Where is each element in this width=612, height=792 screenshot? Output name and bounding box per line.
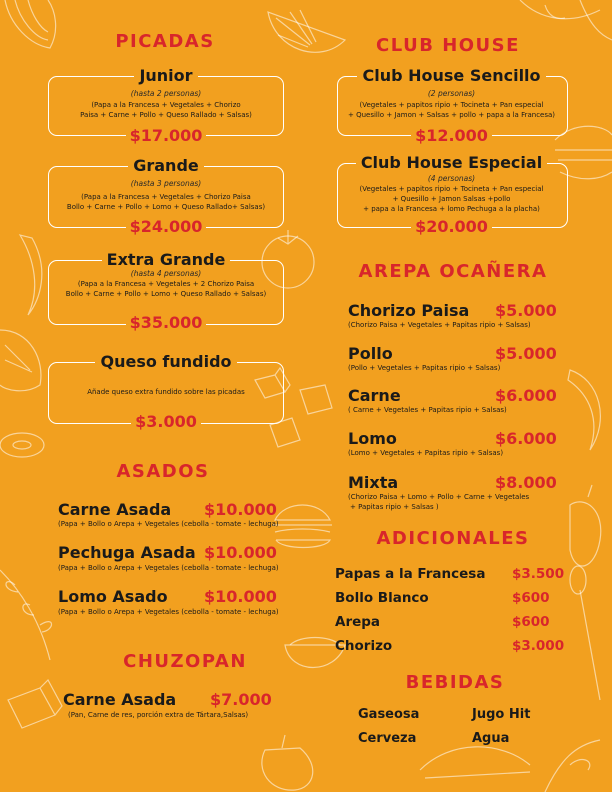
arepa-mixta-desc-2: + Papitas ripio + Salsas ) (350, 503, 439, 511)
asados-heading: ASADOS (116, 461, 210, 482)
sandwich-doodle (420, 747, 530, 778)
arepa-mixta-price: $8.000 (495, 473, 557, 492)
club-sencillo-price: $12.000 (337, 128, 566, 144)
adicional-arepa-name: Arepa (335, 614, 381, 630)
asado-carne-name: Carne Asada (58, 500, 172, 519)
adicional-bollo-price: $600 (512, 590, 550, 606)
bebidas-heading: BEBIDAS (405, 672, 505, 693)
picada-grande-name: Grande (48, 158, 284, 174)
asado-carne-desc: (Papa + Bollo o Arepa + Vegetales (cebolla - tomate - lechuga) (58, 520, 279, 528)
queso-fundido-desc: Añade queso extra fundido sobre las picadas (87, 388, 245, 396)
orange-slice-doodle (268, 10, 345, 52)
picada-junior-name: Junior (48, 68, 284, 84)
chuzopan-carne-price: $7.000 (210, 690, 272, 709)
adicional-papas-name: Papas a la Francesa (335, 566, 486, 582)
bebida-agua: Agua (472, 731, 510, 746)
picada-junior-desc-2: Paisa + Carne + Pollo + Queso Rallado + Salsas) (80, 111, 252, 119)
arepa-chorizo-desc: (Chorizo Paisa + Vegetales + Papitas ripio + Salsas) (348, 321, 531, 329)
club-sencillo-name: Club House Sencillo (337, 68, 566, 84)
club-especial-desc-2: + Quesillo + Jamon Salsas +pollo (392, 195, 511, 203)
club-especial-desc-1: (Vegetales + papitos ripio + Tocineta + Pan especial (359, 185, 544, 193)
club-house-heading: CLUB HOUSE (376, 35, 520, 56)
arepa-carne-price: $6.000 (495, 386, 557, 405)
picada-junior-note: (hasta 2 personas) (130, 89, 202, 98)
picada-extra-grande-desc-1: (Papa a la Francesa + Vegetales + 2 Chorizo Paisa (77, 280, 255, 288)
club-especial-note: (4 personas) (427, 174, 476, 183)
bebida-gaseosa: Gaseosa (358, 707, 420, 722)
picada-extra-grande-note: (hasta 4 personas) (130, 269, 202, 278)
bebida-jugo-hit: Jugo Hit (472, 707, 531, 722)
orange-half-doodle (0, 330, 41, 391)
bell-pepper-doodle (262, 735, 313, 790)
arepa-lomo-price: $6.000 (495, 429, 557, 448)
club-especial-desc-3: + papa a la Francesa + lomo Pechuga a la placha) (363, 205, 540, 213)
club-sencillo-desc-2: + Quesillo + Jamon + Salsas + pollo + papa a la Francesa) (347, 111, 556, 119)
arepa-pollo-desc: (Pollo + Vegetales + Papitas ripio + Salsas) (348, 364, 501, 372)
adicional-arepa-price: $600 (512, 614, 550, 630)
asado-lomo-desc: (Papa + Bollo o Arepa + Vegetales (cebolla - tomate - lechuga) (58, 608, 279, 616)
cube-doodle-bottom-left (8, 680, 62, 728)
club-especial-name: Club House Especial (337, 155, 566, 171)
burger-doodle (273, 505, 332, 548)
picada-extra-grande-price: $35.000 (48, 315, 284, 331)
arepa-chorizo-name: Chorizo Paisa (348, 301, 470, 320)
asado-pechuga-desc: (Papa + Bollo o Arepa + Vegetales (cebolla - tomate - lechuga) (58, 564, 279, 572)
picadas-heading: PICADAS (115, 31, 215, 52)
picada-grande-note: (hasta 3 personas) (130, 179, 202, 188)
asado-lomo-price: $10.000 (204, 587, 277, 606)
adicional-chorizo-price: $3.000 (512, 638, 565, 654)
arepa-pollo-price: $5.000 (495, 344, 557, 363)
queso-fundido-name: Queso fundido (48, 354, 284, 370)
picada-grande-desc-2: Bollo + Carne + Pollo + Lomo + Queso Rallado+ Salsas) (66, 203, 266, 211)
asado-lomo-name: Lomo Asado (58, 587, 168, 606)
adicionales-heading: ADICIONALES (376, 528, 530, 549)
chili-doodle (20, 235, 42, 315)
pepper-doodle-right (570, 485, 601, 566)
leaf-doodle-top-right (520, 0, 612, 40)
arepa-heading: AREPA OCAÑERA (358, 261, 548, 282)
arepa-mixta-desc-1: (Chorizo Paisa + Lomo + Pollo + Carne + Vegetales (348, 493, 530, 501)
club-especial-price: $20.000 (337, 219, 566, 235)
picada-extra-grande-desc-2: Bollo + Carne + Pollo + Lomo + Queso Rallado + Salsas) (65, 290, 267, 298)
spoon-doodle (570, 566, 600, 700)
onion-ring-doodle (0, 433, 44, 457)
arepa-pollo-name: Pollo (348, 344, 393, 363)
chuzopan-carne-desc: (Pan, Carne de res, porción extra de Tártara,Salsas) (68, 711, 249, 719)
chuzopan-carne-name: Carne Asada (63, 690, 177, 709)
picada-extra-grande-name: Extra Grande (48, 252, 284, 268)
adicional-chorizo-name: Chorizo (335, 638, 393, 654)
queso-fundido-price: $3.000 (48, 414, 284, 430)
asado-pechuga-price: $10.000 (204, 543, 277, 562)
club-sencillo-note: (2 personas) (427, 89, 476, 98)
arepa-lomo-name: Lomo (348, 429, 397, 448)
picada-grande-desc-1: (Papa a la Francesa + Vegetales + Chorizo Paisa (81, 193, 251, 201)
leaf-doodle-bottom-right (545, 740, 600, 792)
club-sencillo-desc-1: (Vegetales + papitos ripio + Tocineta + Pan especial (359, 101, 544, 109)
onion-doodle (5, 0, 56, 48)
picada-junior-desc-1: (Papa a la Francesa + Vegetales + Chorizo (91, 101, 241, 109)
arepa-mixta-name: Mixta (348, 473, 399, 492)
adicional-papas-price: $3.500 (512, 566, 565, 582)
picada-junior-price: $17.000 (48, 128, 284, 144)
bebida-cerveza: Cerveza (358, 731, 417, 746)
chuzopan-heading: CHUZOPAN (123, 651, 247, 672)
arepa-lomo-desc: (Lomo + Vegetales + Papitas ripio + Salsas) (348, 449, 504, 457)
adicional-bollo-name: Bollo Blanco (335, 590, 429, 606)
herb-branch-doodle (0, 570, 52, 660)
arepa-carne-desc: ( Carne + Vegetales + Papitas ripio + Salsas) (348, 406, 507, 414)
asado-pechuga-name: Pechuga Asada (58, 543, 196, 562)
picada-grande-price: $24.000 (48, 219, 284, 235)
chili-doodle-right (568, 370, 600, 450)
asado-carne-price: $10.000 (204, 500, 277, 519)
arepa-chorizo-price: $5.000 (495, 301, 557, 320)
arepa-carne-name: Carne (348, 386, 401, 405)
